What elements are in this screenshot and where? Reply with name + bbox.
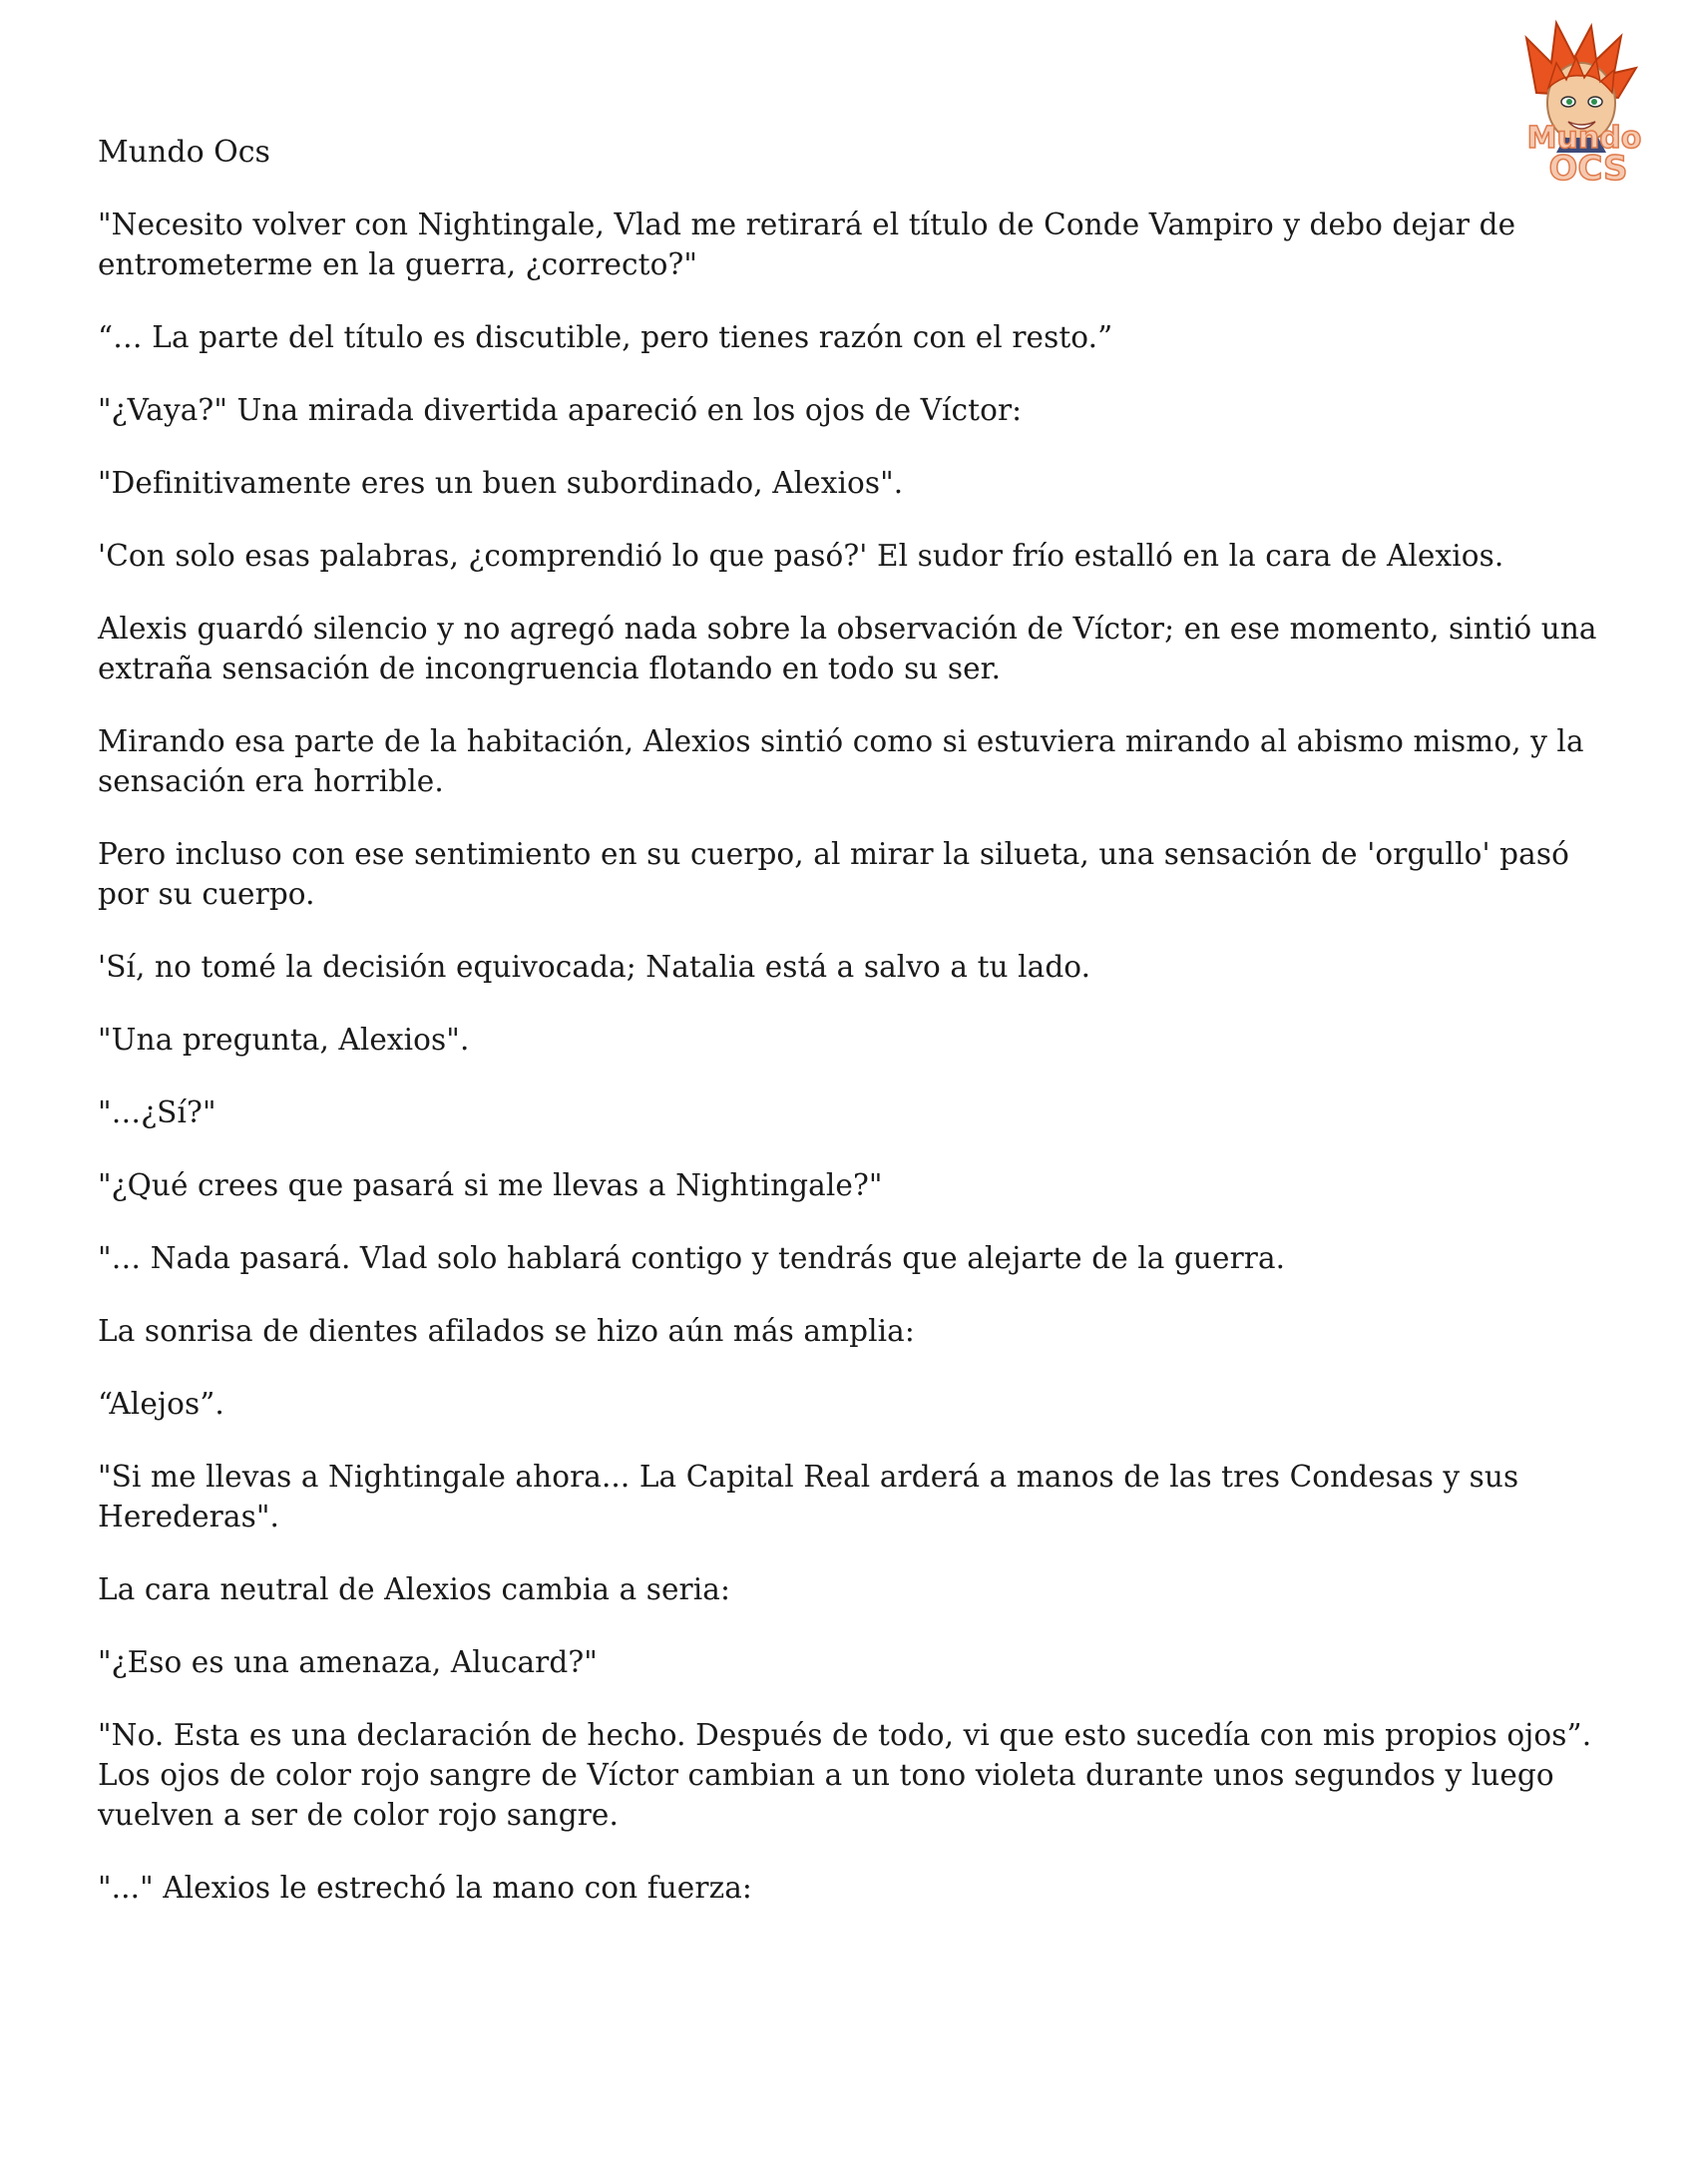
paragraph: 'Sí, no tomé la decisión equivocada; Natalia está a salvo a tu lado. <box>98 950 1091 984</box>
paragraph: "¿Eso es una amenaza, Alucard?" <box>98 1645 598 1679</box>
paragraph: "..." Alexios le estrechó la mano con fuerza: <box>98 1871 752 1905</box>
paragraph: “Alejos”. <box>98 1387 224 1421</box>
paragraph: “… La parte del título es discutible, pero tienes razón con el resto.” <box>98 320 1113 354</box>
paragraph: "… Nada pasará. Vlad solo hablará contigo y tendrás que alejarte de la guerra. <box>98 1241 1286 1275</box>
page-title: Mundo Ocs <box>98 135 270 170</box>
paragraph: "Necesito volver con Nightingale, Vlad me retirará el título de Conde Vampiro y debo dejar de entrometerme en la guerra, ¿correcto?" <box>98 208 1516 281</box>
paragraph: "¿Qué crees que pasará si me llevas a Nightingale?" <box>98 1168 883 1202</box>
mundo-ocs-logo <box>1496 18 1671 188</box>
paragraph: "Una pregunta, Alexios". <box>98 1023 470 1057</box>
paragraph: "…¿Sí?" <box>98 1095 216 1129</box>
logo-text-mundo: Mundo <box>1526 121 1642 156</box>
paragraph: La cara neutral de Alexios cambia a seria: <box>98 1572 730 1606</box>
logo-text-ocs: OCS <box>1548 149 1628 188</box>
paragraph: Pero incluso con ese sentimiento en su cuerpo, al mirar la silueta, una sensación de 'orgullo' pasó por su cuerpo. <box>98 837 1569 911</box>
paragraph: "No. Esta es una declaración de hecho. Después de todo, vi que esto sucedía con mis propios ojos”. Los ojos de color rojo sangre de Víctor cambian a un tono violeta durante unos segundos y luego vuelven a ser de color rojo sangre. <box>98 1718 1592 1832</box>
paragraph: "Si me llevas a Nightingale ahora... La Capital Real arderá a manos de las tres Condesas y sus Herederas". <box>98 1460 1519 1533</box>
paragraph: Alexis guardó silencio y no agregó nada sobre la observación de Víctor; en ese momento, sintió una extraña sensación de incongruencia flotando en todo su ser. <box>98 612 1597 685</box>
paragraph: "¿Vaya?" Una mirada divertida apareció en los ojos de Víctor: <box>98 393 1023 427</box>
paragraph: 'Con solo esas palabras, ¿comprendió lo que pasó?' El sudor frío estalló en la cara de Alexios. <box>98 539 1504 573</box>
paragraph: La sonrisa de dientes afilados se hizo aún más amplia: <box>98 1314 915 1348</box>
paragraph: "Definitivamente eres un buen subordinado, Alexios". <box>98 466 904 500</box>
paragraph: Mirando esa parte de la habitación, Alexios sintió como si estuviera mirando al abismo mismo, y la sensación era horrible. <box>98 724 1584 798</box>
document-body <box>98 205 1624 1941</box>
